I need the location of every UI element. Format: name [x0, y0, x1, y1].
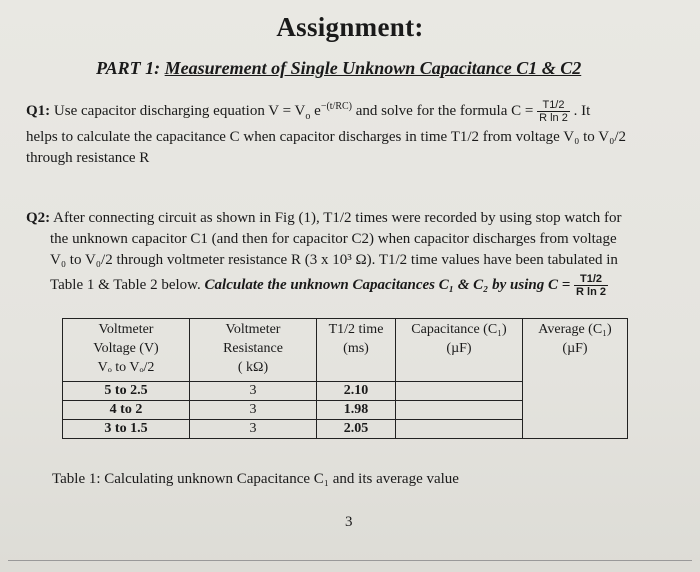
q2-line-4: [26, 273, 682, 298]
capacitance-table: [62, 318, 628, 439]
cell-voltage: 3 to 1.5: [63, 420, 190, 439]
q1-line-1: Q1: Use capacitor discharging equation $V = V_o$ $e^{-(t/RC)}$ and solve for the formula C = $\frac{T1/2}{\text{R ln 2}}$ . It: [26, 99, 591, 125]
q1-text-b: e: [310, 103, 321, 119]
cell-resistance: 3: [190, 382, 317, 401]
q1-exponent: −(t/RC): [320, 101, 353, 112]
table-header-row: [63, 319, 628, 382]
cell-capacitance: [396, 420, 523, 439]
q2-line-4-a: Table 1 & Table 2 below.: [50, 276, 205, 293]
q2-frac-denominator: R ln 2: [576, 286, 606, 298]
bottom-rule: [8, 560, 692, 561]
header-line: Voltmeter: [98, 322, 154, 337]
header-average: [523, 319, 628, 439]
header-line: Resistance: [223, 341, 283, 356]
q2-line-2: the unknown capacitor C1 (and then for capacitor C2) when capacitor discharges from voltage: [50, 231, 617, 247]
cell-voltage: 5 to 2.5: [63, 382, 190, 401]
header-voltmeter-voltage: [63, 319, 190, 382]
cell-half-time: 2.05: [317, 420, 396, 439]
q1-line-3: through resistance R: [26, 150, 150, 166]
header-line: ( kΩ): [237, 360, 269, 375]
q1-line-2: helps to calculate the capacitance C when capacitor discharges in time T1/2 from voltage V₀ to V₀/2: [26, 129, 626, 145]
cell-capacitance: [396, 382, 523, 401]
header-line: Voltage (V): [93, 341, 159, 356]
cell-resistance: 3: [190, 420, 317, 439]
header-line: T1/2 time: [328, 322, 384, 337]
table-caption: Table 1: Calculating unknown Capacitance C₁ and its average value: [52, 471, 459, 487]
q1-label: Q1:: [26, 103, 51, 119]
header-line: (µF): [446, 341, 472, 356]
page-number: 3: [345, 514, 353, 530]
cell-resistance: 3: [190, 401, 317, 420]
cell-half-time: 2.10: [317, 382, 396, 401]
cell-voltage: 4 to 2: [63, 401, 190, 420]
q1-text-c: and solve for the formula C =: [355, 103, 538, 119]
q2-line-3: V₀ to V₀/2 through voltmeter resistance R (3 x 10³ Ω). T1/2 time values have been tabulated in: [50, 252, 618, 268]
question-2: [26, 208, 682, 298]
q1-text-d: . It: [573, 103, 591, 119]
q2-formula-fraction: [574, 273, 608, 298]
part-title: Measurement of Single Unknown Capacitance C1 & C2: [164, 58, 582, 78]
header-half-time: [317, 319, 396, 382]
header-line: (ms): [343, 341, 369, 356]
part-prefix: PART 1:: [96, 58, 161, 78]
question-1: [26, 96, 676, 169]
header-line: (µF): [562, 341, 588, 356]
header-voltmeter-resistance: [190, 319, 317, 382]
q2-line-4-b: Calculate the unknown Capacitances C₁ & C₂ by using C =: [204, 276, 575, 293]
q2-line-1-text: After connecting circuit as shown in Fig (1), T1/2 times were recorded by using stop watch for: [53, 210, 622, 226]
header-line: Vₒ to Vₒ/2: [97, 360, 155, 375]
q2-label: Q2:: [26, 210, 51, 226]
q1-frac-denominator: R ln 2: [539, 112, 568, 125]
q1-frac-numerator: T1/2: [537, 99, 570, 112]
header-line: Average (C₁): [538, 322, 612, 337]
part-heading: [96, 58, 581, 79]
q2-line-1: [26, 208, 682, 229]
assignment-title: Assignment:: [276, 12, 424, 42]
cell-half-time: 1.98: [317, 401, 396, 420]
cell-capacitance: [396, 401, 523, 420]
q1-text-a: Use capacitor discharging equation V = V: [53, 103, 306, 119]
header-line: Capacitance (C₁): [411, 322, 507, 337]
header-line: Voltmeter: [225, 322, 281, 337]
q1-formula-fraction: [537, 99, 570, 124]
q2-frac-numerator: T1/2: [574, 273, 608, 286]
header-capacitance: [396, 319, 523, 382]
